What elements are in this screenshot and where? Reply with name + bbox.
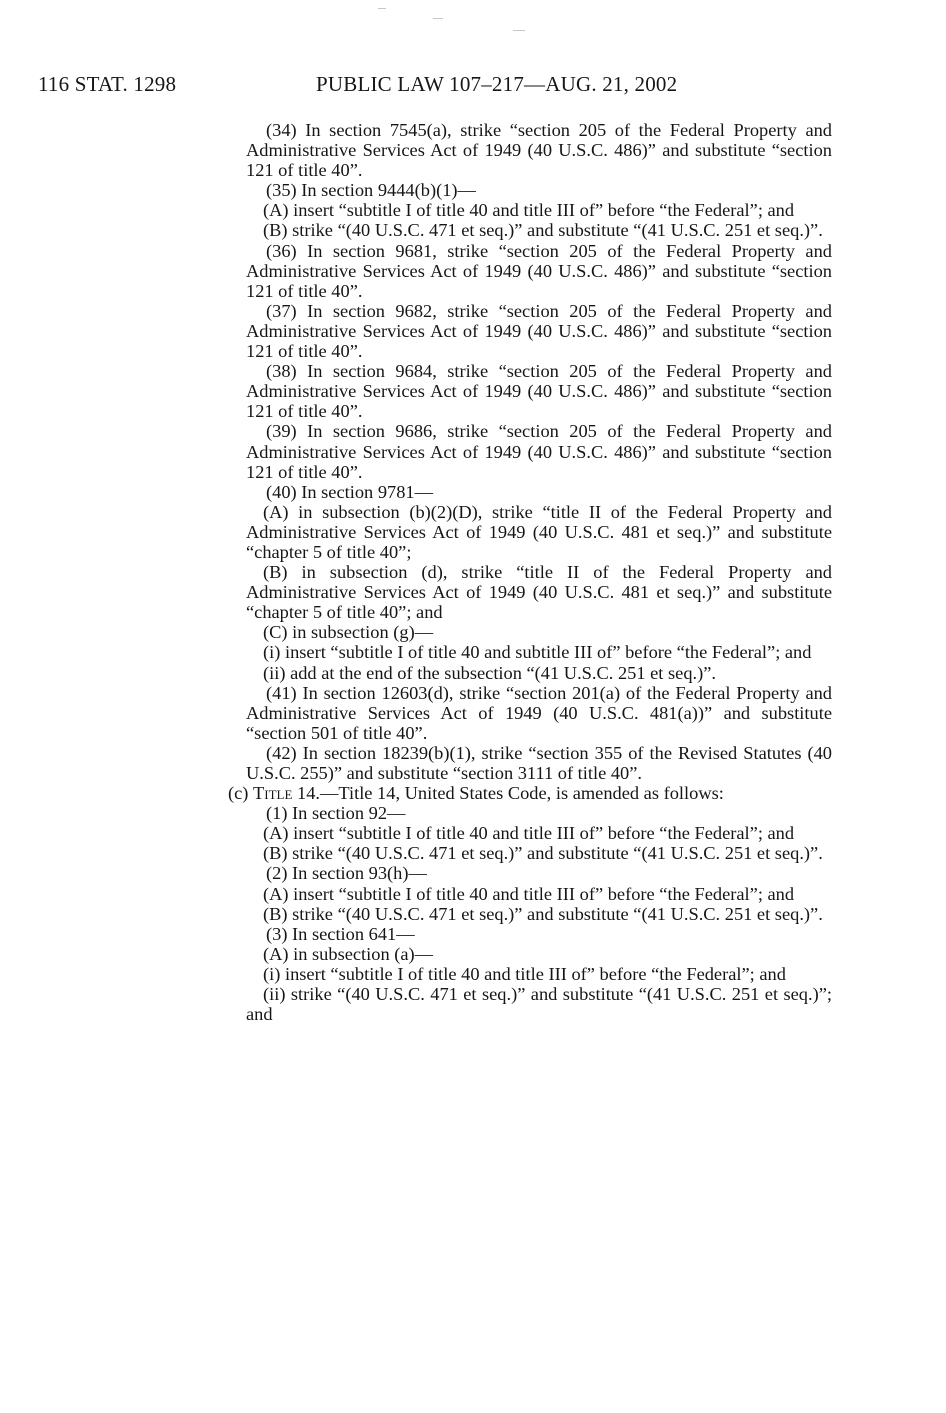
paragraph-41: (41) In section 12603(d), strike “section 201(a) of the Federal Property and Administrative Services Act of 1949 (40 U.S.C. 481(a))” and substitute “section 501 of title 40”. bbox=[246, 682, 832, 743]
paragraph-40-b: (B) in subsection (d), strike “title II of the Federal Property and Administrative Services Act of 1949 (40 U.S.C. 481 et seq.)” and substitute “chapter 5 of title 40”; and bbox=[246, 562, 832, 623]
subsection-c-text: 14.—Title 14, United States Code, is amended as follows: bbox=[292, 783, 724, 804]
paragraph-37: (37) In section 9682, strike “section 205 of the Federal Property and Administrative Services Act of 1949 (40 U.S.C. 486)” and substitute “section 121 of title 40”. bbox=[246, 300, 832, 362]
paragraph-3: (3) In section 641— bbox=[266, 923, 415, 944]
paragraph-40-c-ii-text: (ii) add at the end of the subsection “(41 U.S.C. 251 et seq.)”. bbox=[263, 662, 717, 683]
statute-page-number: 116 STAT. 1298 bbox=[38, 72, 177, 96]
paragraph-1: (1) In section 92— bbox=[266, 803, 406, 824]
paragraph-35-b-text: (B) strike “(40 U.S.C. 471 et seq.)” and substitute “(41 U.S.C. 251 et seq.)”. bbox=[263, 220, 823, 241]
page-header bbox=[38, 72, 728, 98]
paragraph-1-a: (A) insert “subtitle I of title 40 and title III of” before “the Federal”; and bbox=[263, 823, 795, 844]
paragraph-40-a: (A) in subsection (b)(2)(D), strike “title II of the Federal Property and Administrative Services Act of 1949 (40 U.S.C. 481 et seq.)” and substitute “chapter 5 of title 40”; bbox=[246, 501, 832, 562]
paragraph-2: (2) In section 93(h)— bbox=[266, 863, 427, 884]
paragraph-35-a bbox=[206, 200, 832, 220]
paragraph-35: (35) In section 9444(b)(1)— bbox=[266, 180, 476, 201]
paragraph-40-c-i bbox=[166, 642, 832, 662]
paragraph-40-c-ii bbox=[166, 663, 832, 683]
paragraph-3-a-ii: (ii) strike “(40 U.S.C. 471 et seq.)” and substitute “(41 U.S.C. 251 et seq.)”; and bbox=[246, 984, 832, 1025]
paragraph-39: (39) In section 9686, strike “section 205 of the Federal Property and Administrative Services Act of 1949 (40 U.S.C. 486)” and substitute “section 121 of title 40”. bbox=[246, 421, 832, 482]
paragraph-40-c: (C) in subsection (g)— bbox=[263, 622, 434, 643]
scan-speck bbox=[513, 30, 525, 31]
paragraph-1-b: (B) strike “(40 U.S.C. 471 et seq.)” and substitute “(41 U.S.C. 251 et seq.)”. bbox=[263, 843, 823, 864]
paragraph-2-b: (B) strike “(40 U.S.C. 471 et seq.)” and substitute “(41 U.S.C. 251 et seq.)”. bbox=[263, 903, 823, 924]
scan-speck bbox=[433, 18, 443, 19]
paragraph-35-b bbox=[206, 220, 832, 240]
paragraph-3-a: (A) in subsection (a)— bbox=[263, 943, 434, 964]
paragraph-40-c-i-text: (i) insert “subtitle I of title 40 and subtitle III of” before “the Federal”; and bbox=[263, 642, 812, 663]
scan-speck bbox=[378, 8, 386, 9]
subsection-c-title-14 bbox=[228, 783, 832, 803]
paragraph-3-a-i: (i) insert “subtitle I of title 40 and title III of” before “the Federal”; and bbox=[263, 963, 786, 984]
subsection-c-heading: Title bbox=[253, 783, 293, 804]
paragraph-38: (38) In section 9684, strike “section 205 of the Federal Property and Administrative Services Act of 1949 (40 U.S.C. 486)” and substitute “section 121 of title 40”. bbox=[246, 361, 832, 422]
paragraph-36: (36) In section 9681, strike “section 205 of the Federal Property and Administrative Services Act of 1949 (40 U.S.C. 486)” and substitute “section 121 of title 40”. bbox=[246, 240, 832, 301]
paragraph-34: (34) In section 7545(a), strike “section 205 of the Federal Property and Administrative Services Act of 1949 (40 U.S.C. 486)” and substitute “section 121 of title 40”. bbox=[246, 120, 832, 181]
paragraph-2-a: (A) insert “subtitle I of title 40 and title III of” before “the Federal”; and bbox=[263, 883, 795, 904]
public-law-citation: PUBLIC LAW 107–217—AUG. 21, 2002 bbox=[316, 72, 678, 96]
paragraph-42: (42) In section 18239(b)(1), strike “section 355 of the Revised Statutes (40 U.S.C. 255)” and substitute “section 3111 of title 40”. bbox=[246, 742, 832, 783]
paragraph-40: (40) In section 9781— bbox=[266, 481, 434, 502]
document-body bbox=[228, 120, 832, 1025]
paragraph-35-a-text: (A) insert “subtitle I of title 40 and title III of” before “the Federal”; and bbox=[263, 200, 795, 221]
subsection-c-label: (c) bbox=[228, 783, 254, 804]
